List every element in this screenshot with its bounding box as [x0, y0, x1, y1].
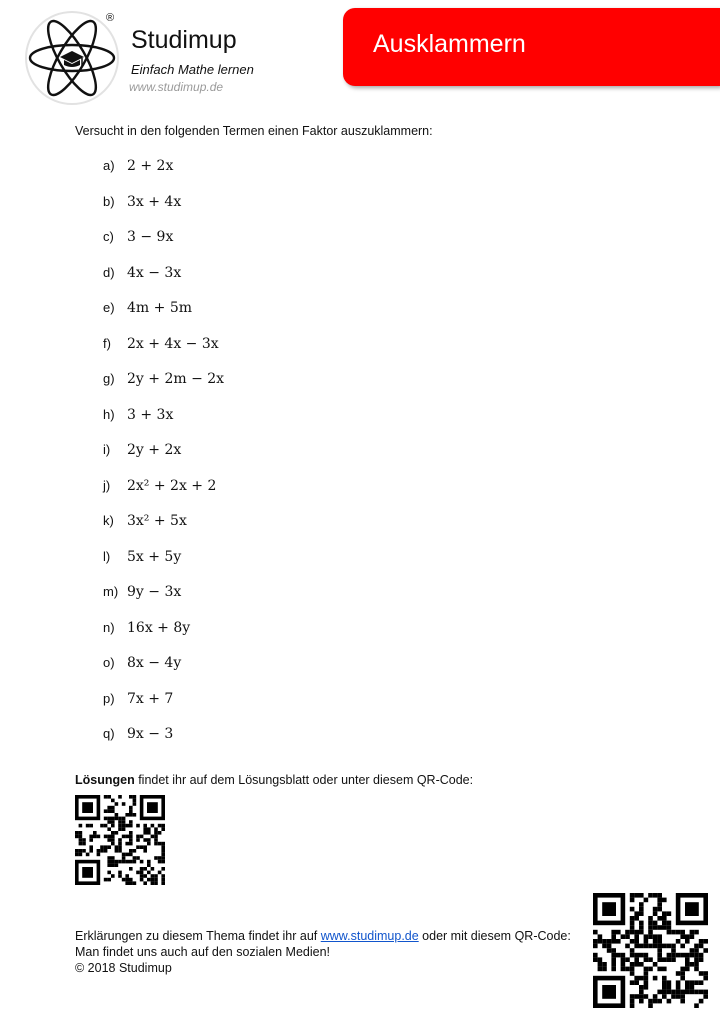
exercise-item — [103, 407, 224, 443]
exercise-label: j) — [103, 477, 111, 493]
exercise-item — [103, 336, 224, 372]
footer-line-2: Man findet uns auch auf den sozialen Medien! — [75, 945, 331, 959]
exercise-term: 2y + 2m − 2x — [127, 371, 225, 387]
page-title: Ausklammern — [373, 30, 526, 58]
exercise-label: d) — [103, 264, 115, 280]
exercise-item — [103, 620, 224, 656]
exercise-item — [103, 265, 224, 301]
qr-code-icon[interactable] — [593, 893, 708, 1008]
exercise-term: 3x + 4x — [127, 193, 182, 210]
exercise-term: 3x² + 5x — [127, 513, 187, 529]
exercise-item — [103, 691, 224, 727]
exercise-term: 4m + 5m — [127, 300, 192, 316]
header-website: www.studimup.de — [129, 80, 224, 94]
brand-tagline: Einfach Mathe lernen — [131, 62, 254, 77]
exercise-item — [103, 549, 224, 585]
exercise-item — [103, 158, 224, 194]
exercise-item — [103, 726, 224, 762]
page-header — [0, 0, 720, 110]
exercise-label: a) — [103, 158, 115, 173]
exercise-item — [103, 300, 224, 336]
exercise-term: 3 + 3x — [127, 406, 174, 423]
exercise-label: h) — [103, 406, 115, 422]
exercise-label: n) — [103, 619, 115, 635]
exercise-item — [103, 229, 224, 265]
solutions-note — [75, 773, 473, 787]
exercise-label: c) — [103, 229, 114, 244]
exercise-label: b) — [103, 193, 115, 209]
copyright: © 2018 Studimup — [75, 961, 172, 975]
instruction-text: Versucht in den folgenden Termen einen Faktor auszuklammern: — [75, 124, 433, 138]
exercise-term: 2y + 2x — [127, 442, 182, 458]
website-link[interactable]: www.studimup.de — [320, 929, 419, 943]
exercise-item — [103, 371, 224, 407]
exercise-term: 9x − 3 — [127, 726, 174, 742]
solutions-rest: findet ihr auf dem Lösungsblatt oder unter diesem QR-Code: — [134, 773, 474, 787]
qr-code-icon[interactable] — [75, 795, 165, 885]
registered-mark: ® — [106, 12, 115, 24]
exercise-term: 2 + 2x — [127, 158, 174, 174]
brand-name: Studimup — [131, 26, 237, 54]
exercise-term: 2x + 4x − 3x — [127, 335, 219, 352]
footer-line-1: Erklärungen zu diesem Thema findet ihr auf www.studimup.de oder mit diesem QR-Code: — [75, 929, 571, 943]
exercise-label: q) — [103, 726, 115, 741]
exercise-item — [103, 194, 224, 230]
exercise-label: e) — [103, 300, 115, 315]
exercise-term: 4x − 3x — [127, 264, 182, 281]
exercise-item — [103, 478, 224, 514]
exercise-term: 2x² + 2x + 2 — [127, 477, 217, 494]
exercise-item — [103, 584, 224, 620]
exercise-item — [103, 442, 224, 478]
exercise-label: g) — [103, 371, 115, 386]
exercise-item — [103, 513, 224, 549]
exercise-label: f) — [103, 335, 111, 351]
exercise-term: 3 − 9x — [127, 229, 174, 245]
exercise-label: k) — [103, 513, 114, 528]
footer — [75, 928, 571, 976]
exercise-term: 5x + 5y — [127, 548, 182, 565]
exercise-label: p) — [103, 690, 115, 706]
exercise-list — [103, 158, 224, 762]
exercise-term: 8x − 4y — [127, 655, 182, 671]
exercise-label: m) — [103, 584, 119, 599]
exercise-item — [103, 655, 224, 691]
solutions-bold: Lösungen — [75, 773, 135, 787]
exercise-label: l) — [103, 548, 111, 564]
exercise-label: o) — [103, 655, 115, 670]
exercise-term: 16x + 8y — [127, 619, 191, 636]
exercise-label: i) — [103, 442, 111, 457]
exercise-term: 9y − 3x — [127, 584, 182, 600]
exercise-term: 7x + 7 — [127, 690, 174, 707]
title-banner — [343, 8, 720, 86]
